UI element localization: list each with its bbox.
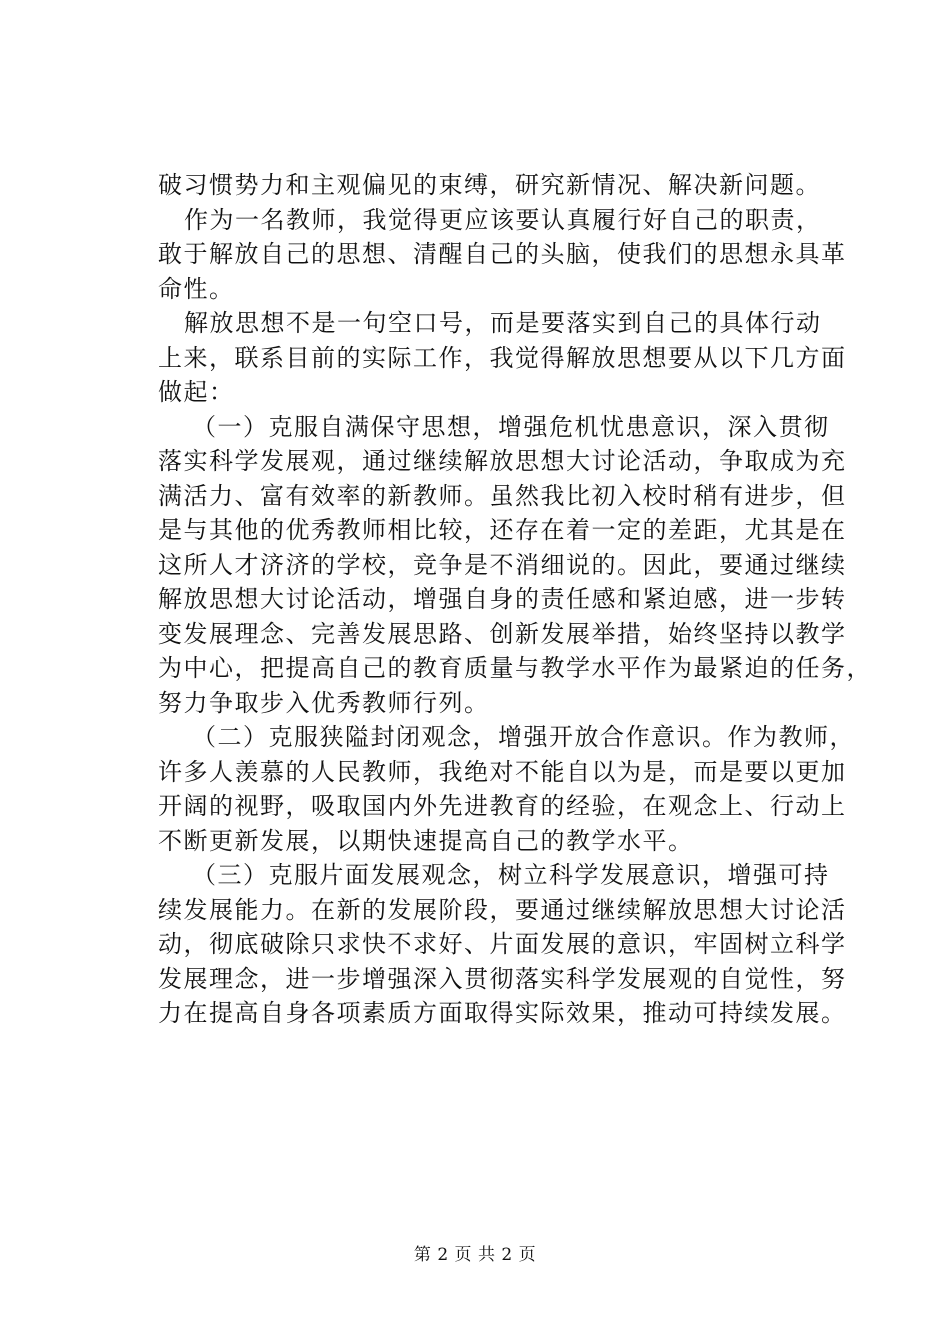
- text-line: 敢于解放自己的思想、清醒自己的头脑，使我们的思想永具革: [158, 240, 847, 268]
- text-line: 作为一名教师，我觉得更应该要认真履行好自己的职责，: [184, 205, 822, 234]
- text-line: 做起：: [158, 378, 235, 406]
- text-line: 变发展理念、完善发展思路、创新发展举措，始终坚持以教学: [158, 619, 847, 648]
- text-line: 努力争取步入优秀教师行列。: [158, 688, 490, 717]
- text-line: 许多人羡慕的人民教师，我绝对不能自以为是，而是要以更加: [158, 757, 847, 786]
- text-line: （一）克服自满保守思想，增强危机忧患意识，深入贯彻: [192, 412, 830, 441]
- text-line: 这所人才济济的学校，竞争是不消细说的。因此，要通过继续: [158, 550, 847, 579]
- text-line: 续发展能力。在新的发展阶段，要通过继续解放思想大讨论活: [158, 895, 847, 924]
- document-body: [158, 168, 872, 1031]
- text-line: 为中心，把提高自己的教育质量与教学水平作为最紧迫的任务，: [158, 654, 872, 682]
- text-line: 解放思想不是一句空口号，而是要落实到自己的具体行动: [184, 309, 822, 337]
- text-line: 开阔的视野，吸取国内外先进教育的经验，在观念上、行动上: [158, 792, 847, 820]
- text-line: 满活力、富有效率的新教师。虽然我比初入校时稍有进步，但: [158, 481, 847, 510]
- text-line: 力在提高自身各项素质方面取得实际效果，推动可持续发展。: [158, 999, 847, 1027]
- text-line: 动，彻底破除只求快不求好、片面发展的意识，牢固树立科学: [158, 930, 847, 958]
- text-line: 解放思想大讨论活动，增强自身的责任感和紧迫感，进一步转: [158, 585, 847, 613]
- text-line: 是与其他的优秀教师相比较，还存在着一定的差距，尤其是在: [158, 516, 847, 544]
- text-line: 发展理念，进一步增强深入贯彻落实科学发展观的自觉性，努: [158, 964, 847, 993]
- text-line: 落实科学发展观，通过继续解放思想大讨论活动，争取成为充: [158, 447, 847, 475]
- text-line: 上来，联系目前的实际工作，我觉得解放思想要从以下几方面: [158, 343, 847, 372]
- page-number-footer: 第 2 页 共 2 页: [413, 1245, 537, 1265]
- text-line: 破习惯势力和主观偏见的束缚，研究新情况、解决新问题。: [158, 171, 821, 199]
- text-line: （二）克服狭隘封闭观念，增强开放合作意识。作为教师，: [192, 723, 855, 751]
- text-line: 不断更新发展，以期快速提高自己的教学水平。: [158, 826, 694, 855]
- text-line: 命性。: [158, 274, 235, 303]
- text-line: （三）克服片面发展观念，树立科学发展意识，增强可持: [192, 861, 830, 889]
